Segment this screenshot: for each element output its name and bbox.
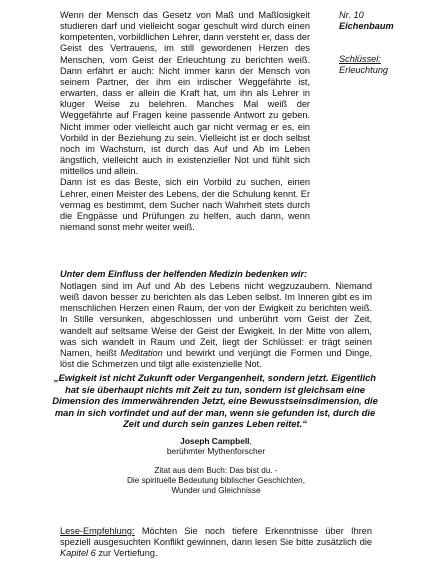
main-text-column bbox=[60, 10, 310, 233]
recommendation-text-end: zur Vertiefung. bbox=[95, 548, 158, 559]
campbell-quote: „Ewigkeit ist nicht Zukunft oder Vergangenheit, sondern jetzt. Eigentlich hat sie überhaupt nichts mit Zeit zu tun, sondern ist gleichsam eine Dimension des immerwährenden Jetzt, eine Bewusstseinsdimension, die man in sich vorfindet und auf der man, wenn sie gefunden ist, durch die Zeit und durch sein ganzes Leben reitet.“ bbox=[52, 372, 378, 429]
source-line-2: Die spirituelle Bedeutung biblischer Geschichten, bbox=[127, 476, 305, 485]
author-name: Joseph Campbell bbox=[180, 436, 250, 446]
recommendation-label: Lese-Empfehlung: bbox=[60, 526, 135, 536]
quote-source bbox=[60, 466, 372, 496]
chapter-reference: Kapitel 6 bbox=[60, 548, 96, 559]
advice-paragraph: Dann ist es das Beste, sich ein Vorbild zu suchen, einen Lehrer, einen Meister des Lebens, der die Schulung kennt. Er vermag es bestimmt, dem Sucher nach Wahrheit stets durch die Engpässe und Prüfungen zu helfen, auch dann, wenn niemand sonst mehr weiter weiß. bbox=[60, 177, 310, 232]
medicine-paragraph bbox=[60, 281, 372, 370]
side-column bbox=[339, 10, 424, 76]
card-number: Nr. 10 bbox=[339, 10, 364, 20]
medicine-heading: Unter dem Einfluss der helfenden Medizin bedenken wir: bbox=[60, 269, 308, 279]
author-role: berühmter Mythenforscher bbox=[166, 446, 266, 456]
source-line-1: Zitat aus dem Buch: Das bist du. - bbox=[154, 466, 278, 475]
reading-recommendation bbox=[60, 526, 372, 559]
source-line-3: Wunder und Gleichnisse bbox=[171, 486, 261, 495]
medicine-text-start: Notlagen sind im Auf und Ab des Lebens nicht wegzuzaubern. Niemand weiß davon besser zu berichten als das Leben selbst. Im Inneren gibt es im menschlichen Herzen einen Raum, der von der Ewigkeit zu berichten weiß. In Stille versunken, abgeschlossen und unberührt vom Geist der Zeit, wandelt auf seltsame Weise der Geist der Ewigkeit. In der Mitte von allem, was sich wandelt in Raum und Zeit, liegt der Schlüssel: er trägt seinen Namen, heißt bbox=[60, 281, 372, 358]
author-comma: , bbox=[249, 436, 252, 446]
meditation-word: Meditation bbox=[120, 347, 163, 358]
intro-paragraph: Wenn der Mensch das Gesetz von Maß und Maßlosigkeit studieren darf und vielleicht sogar geschult wird durch einen kompetenten, vorbildlichen Lehrer, dann versteht er, dass der Geist des Vertrauens, im still gewordenen Herzen des Menschen, vom Geist der Erleuchtung zu berichten weiß. Dann erfährt er auch: Nicht immer kann der Mensch von seinem Partner, der ihm ein irdischer Weggefährte ist, erwarten, dass er allein die Kraft hat, um ihn als Lehrer in kluger Weise zu belehren. Manches Mal weiß der Weggefährte auf Fragen keine passende Antwort zu geben. Nicht immer oder vielleicht auch gar nicht vermag er es, ein Vorbild in der Beziehung zu sein. Vielleicht ist er doch selbst noch im Wachstum, ist durch das Auf und Ab im Leben ängstlich, vielleicht auch in existenzieller Not und fühlt sich mittellos und allein. bbox=[60, 10, 310, 177]
recommendation-text-start: Möchten Sie noch tiefere Erkenntnisse über Ihren speziell ausgesuchten Konflikt gewinnen, dann lesen Sie bitte zusätzlich die bbox=[60, 526, 372, 548]
medicine-text-end: und bewirkt und verjüngt die Formen und Dinge, löst die Schmerzen und tilgt alle existenzielle Not. bbox=[60, 347, 373, 370]
key-label: Schlüssel: bbox=[339, 54, 381, 65]
medicine-body bbox=[60, 281, 372, 370]
tree-name: Eichenbaum bbox=[339, 21, 394, 32]
quote-attribution bbox=[60, 436, 372, 456]
key-value: Erleuchtung bbox=[339, 65, 389, 76]
